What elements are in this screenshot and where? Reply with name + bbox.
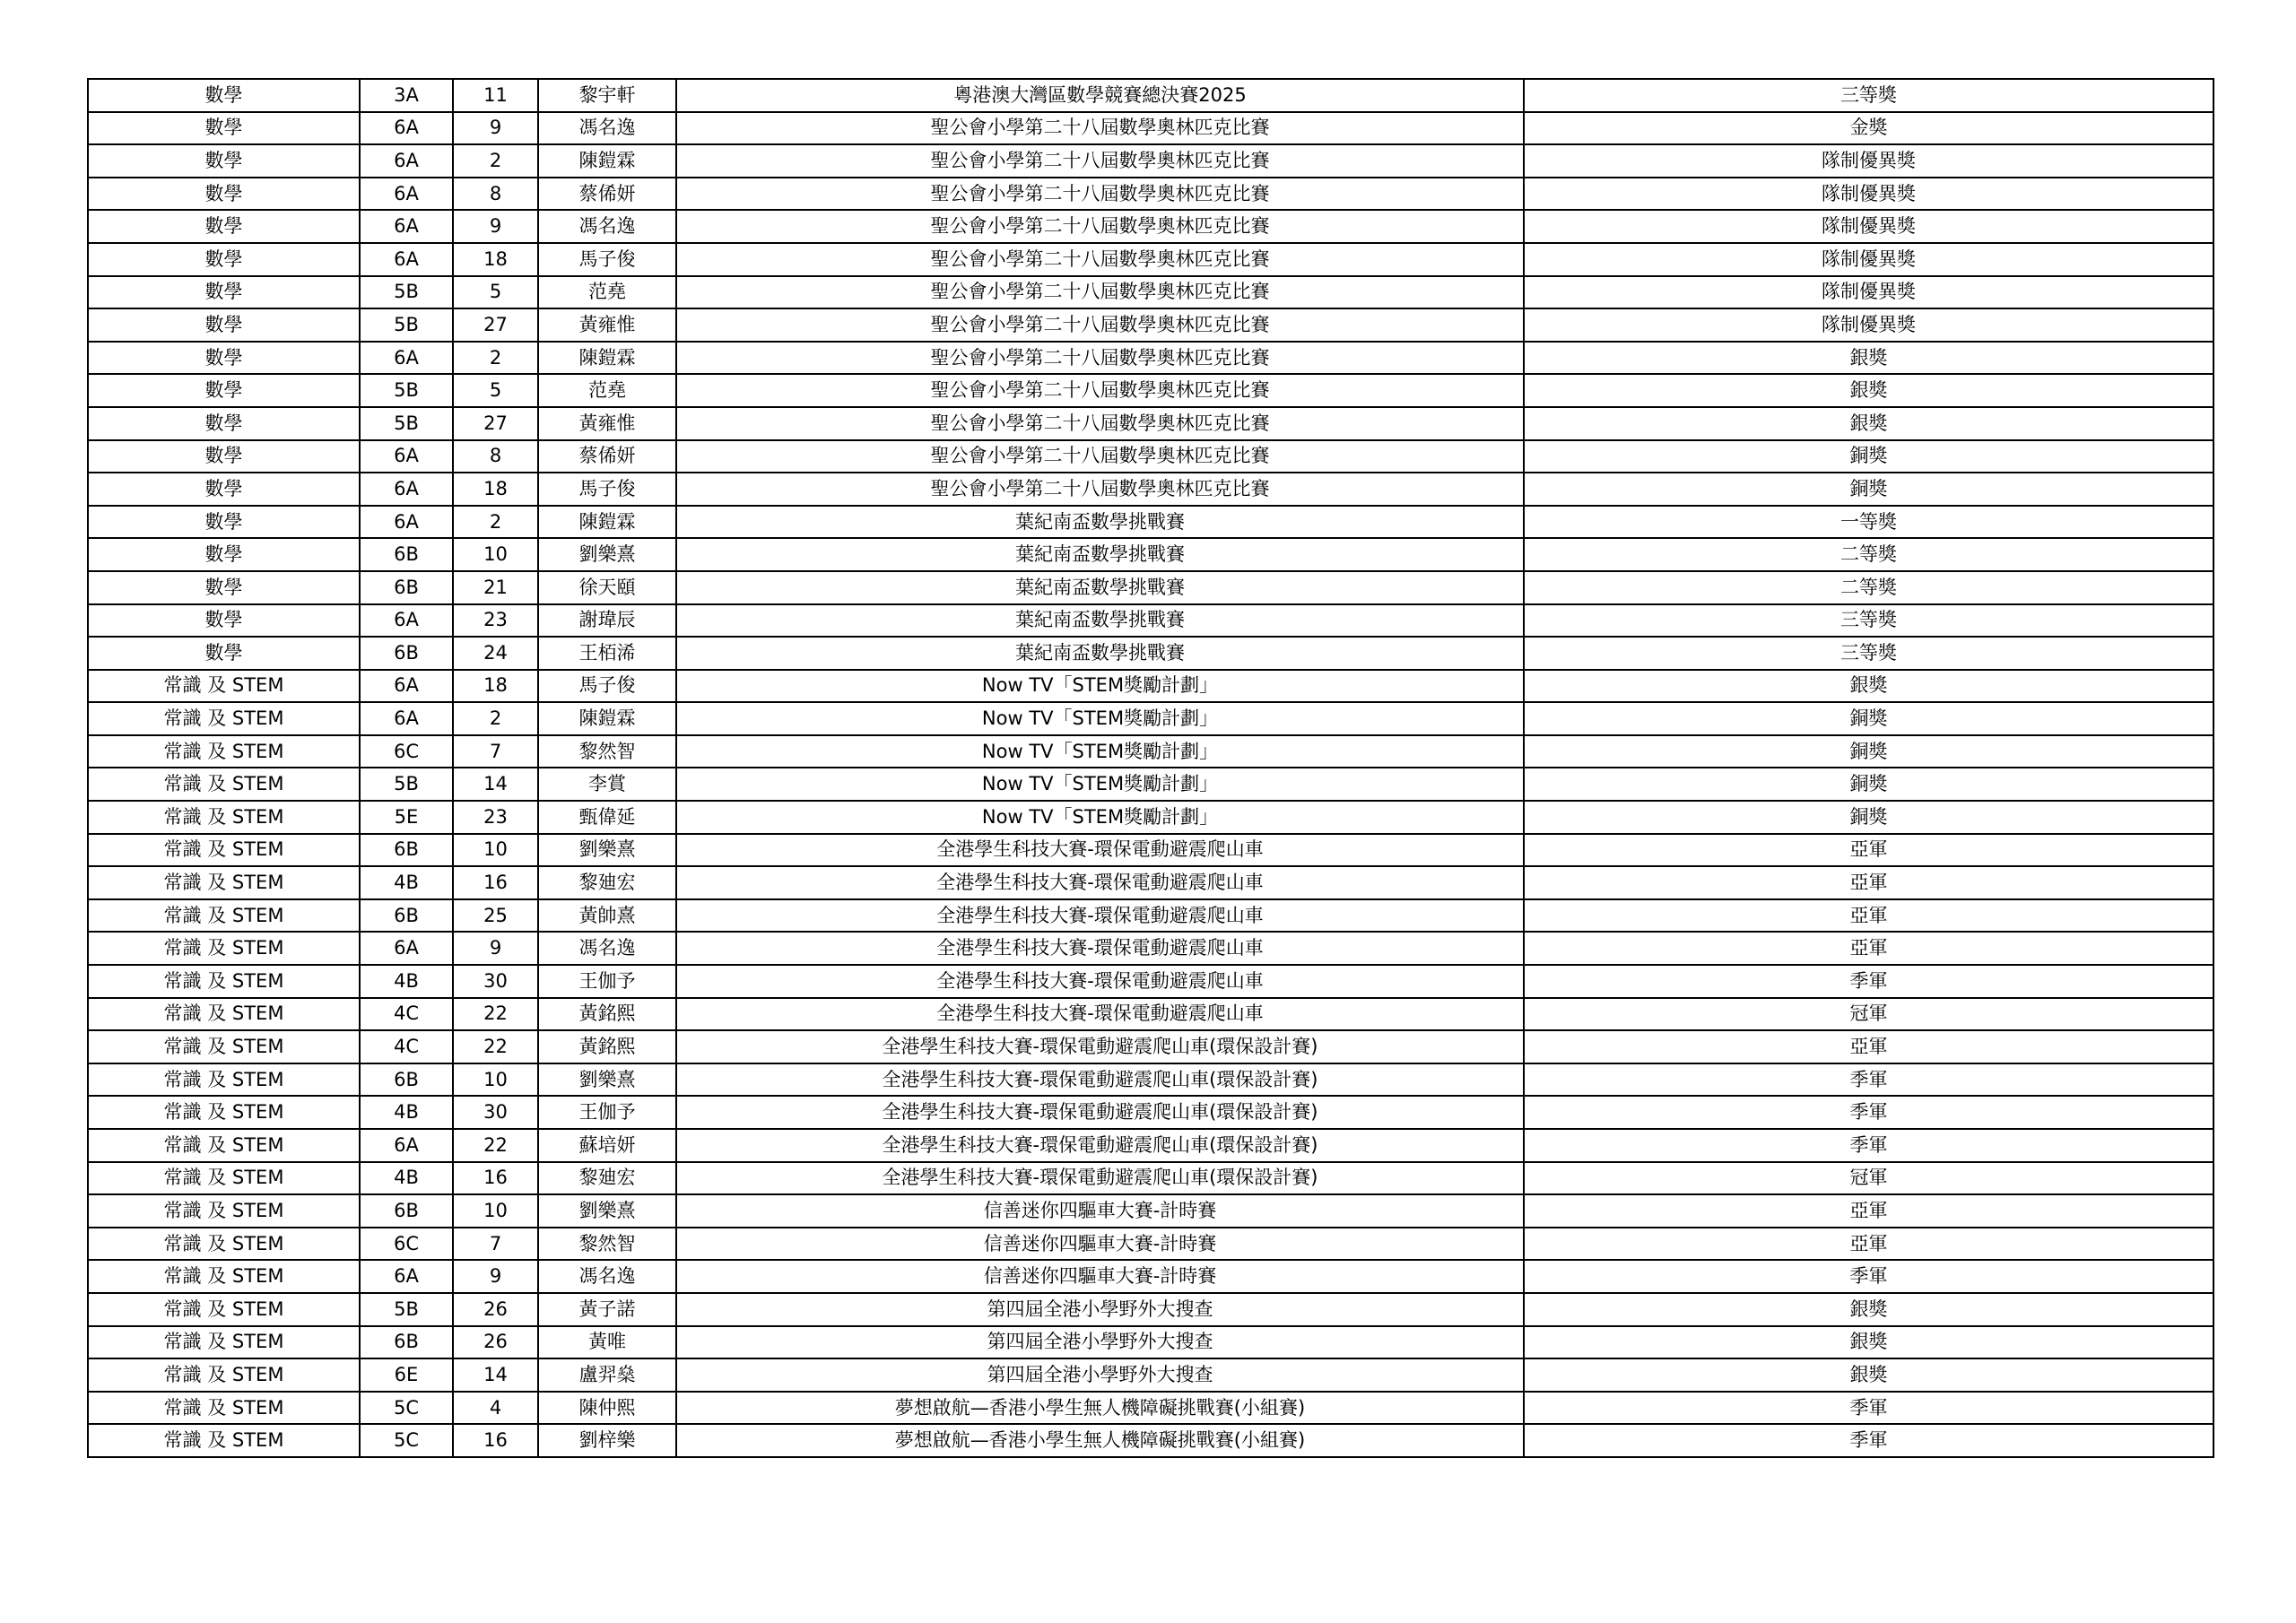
student-name-cell: 馮名逸 xyxy=(538,1260,676,1293)
table-row xyxy=(88,834,2213,867)
award-cell: 亞軍 xyxy=(1524,899,2213,933)
subject-cell: 常識 及 STEM xyxy=(88,702,360,735)
class-number-cell: 7 xyxy=(453,1228,538,1261)
award-cell: 銅獎 xyxy=(1524,768,2213,801)
subject-cell: 常識 及 STEM xyxy=(88,1228,360,1261)
subject-cell: 常識 及 STEM xyxy=(88,1392,360,1425)
table-row xyxy=(88,1129,2213,1162)
subject-cell: 常識 及 STEM xyxy=(88,1293,360,1326)
award-cell: 三等獎 xyxy=(1524,604,2213,638)
award-cell: 季軍 xyxy=(1524,965,2213,998)
class-cell: 6E xyxy=(360,1358,453,1392)
award-cell: 銅獎 xyxy=(1524,735,2213,768)
class-number-cell: 30 xyxy=(453,965,538,998)
class-number-cell: 10 xyxy=(453,1194,538,1228)
class-cell: 6C xyxy=(360,735,453,768)
class-number-cell: 8 xyxy=(453,178,538,211)
student-name-cell: 徐天頤 xyxy=(538,571,676,604)
class-cell: 6A xyxy=(360,1260,453,1293)
competition-cell: Now TV「STEM獎勵計劃」 xyxy=(676,735,1524,768)
class-number-cell: 22 xyxy=(453,1030,538,1063)
table-row xyxy=(88,1260,2213,1293)
subject-cell: 數學 xyxy=(88,210,360,243)
table-row xyxy=(88,538,2213,571)
competition-cell: 夢想啟航—香港小學生無人機障礙挑戰賽(小組賽) xyxy=(676,1392,1524,1425)
competition-cell: 信善迷你四驅車大賽-計時賽 xyxy=(676,1260,1524,1293)
award-cell: 三等獎 xyxy=(1524,79,2213,112)
student-name-cell: 范堯 xyxy=(538,276,676,309)
award-cell: 隊制優異獎 xyxy=(1524,144,2213,178)
award-cell: 銅獎 xyxy=(1524,440,2213,473)
subject-cell: 常識 及 STEM xyxy=(88,801,360,834)
table-row xyxy=(88,1063,2213,1097)
competition-cell: 信善迷你四驅車大賽-計時賽 xyxy=(676,1194,1524,1228)
table-row xyxy=(88,342,2213,375)
class-cell: 4C xyxy=(360,1030,453,1063)
table-row xyxy=(88,112,2213,145)
class-number-cell: 9 xyxy=(453,1260,538,1293)
class-number-cell: 14 xyxy=(453,768,538,801)
table-row xyxy=(88,1392,2213,1425)
subject-cell: 常識 及 STEM xyxy=(88,1194,360,1228)
table-row xyxy=(88,79,2213,112)
class-number-cell: 16 xyxy=(453,866,538,899)
table-row xyxy=(88,473,2213,506)
award-cell: 季軍 xyxy=(1524,1096,2213,1129)
table-row xyxy=(88,1194,2213,1228)
competition-cell: 聖公會小學第二十八屆數學奧林匹克比賽 xyxy=(676,144,1524,178)
competition-cell: 全港學生科技大賽-環保電動避震爬山車(環保設計賽) xyxy=(676,1063,1524,1097)
table-row xyxy=(88,571,2213,604)
competition-cell: 聖公會小學第二十八屆數學奧林匹克比賽 xyxy=(676,440,1524,473)
class-cell: 6B xyxy=(360,1063,453,1097)
class-cell: 6B xyxy=(360,637,453,670)
class-cell: 6A xyxy=(360,932,453,965)
subject-cell: 常識 及 STEM xyxy=(88,1129,360,1162)
subject-cell: 數學 xyxy=(88,407,360,440)
table-row xyxy=(88,670,2213,703)
class-cell: 5B xyxy=(360,768,453,801)
student-name-cell: 劉梓樂 xyxy=(538,1424,676,1457)
subject-cell: 常識 及 STEM xyxy=(88,670,360,703)
competition-cell: Now TV「STEM獎勵計劃」 xyxy=(676,768,1524,801)
student-name-cell: 陳鎧霖 xyxy=(538,702,676,735)
student-name-cell: 王伽予 xyxy=(538,1096,676,1129)
competition-cell: 粵港澳大灣區數學競賽總決賽2025 xyxy=(676,79,1524,112)
class-cell: 5B xyxy=(360,1293,453,1326)
student-name-cell: 黃銘熙 xyxy=(538,1030,676,1063)
table-row xyxy=(88,374,2213,407)
subject-cell: 數學 xyxy=(88,473,360,506)
subject-cell: 數學 xyxy=(88,276,360,309)
class-number-cell: 9 xyxy=(453,210,538,243)
award-cell: 季軍 xyxy=(1524,1424,2213,1457)
subject-cell: 常識 及 STEM xyxy=(88,1030,360,1063)
competition-cell: 聖公會小學第二十八屆數學奧林匹克比賽 xyxy=(676,308,1524,342)
class-number-cell: 26 xyxy=(453,1326,538,1359)
competition-cell: Now TV「STEM獎勵計劃」 xyxy=(676,801,1524,834)
table-row xyxy=(88,801,2213,834)
class-cell: 6A xyxy=(360,440,453,473)
class-number-cell: 8 xyxy=(453,440,538,473)
award-cell: 銀獎 xyxy=(1524,1293,2213,1326)
competition-cell: 全港學生科技大賽-環保電動避震爬山車 xyxy=(676,932,1524,965)
subject-cell: 常識 及 STEM xyxy=(88,965,360,998)
class-cell: 6A xyxy=(360,670,453,703)
student-name-cell: 李賞 xyxy=(538,768,676,801)
class-cell: 5B xyxy=(360,276,453,309)
student-name-cell: 陳仲熙 xyxy=(538,1392,676,1425)
subject-cell: 數學 xyxy=(88,506,360,539)
competition-cell: 全港學生科技大賽-環保電動避震爬山車(環保設計賽) xyxy=(676,1096,1524,1129)
subject-cell: 常識 及 STEM xyxy=(88,1260,360,1293)
class-cell: 3A xyxy=(360,79,453,112)
class-number-cell: 27 xyxy=(453,407,538,440)
award-cell: 一等獎 xyxy=(1524,506,2213,539)
student-name-cell: 黃雍惟 xyxy=(538,407,676,440)
award-cell: 季軍 xyxy=(1524,1063,2213,1097)
award-cell: 銀獎 xyxy=(1524,407,2213,440)
class-cell: 6B xyxy=(360,538,453,571)
table-row xyxy=(88,276,2213,309)
table-row xyxy=(88,1358,2213,1392)
student-name-cell: 馮名逸 xyxy=(538,112,676,145)
competition-cell: 聖公會小學第二十八屆數學奧林匹克比賽 xyxy=(676,473,1524,506)
subject-cell: 常識 及 STEM xyxy=(88,1326,360,1359)
class-number-cell: 23 xyxy=(453,801,538,834)
class-cell: 6A xyxy=(360,243,453,276)
competition-cell: 聖公會小學第二十八屆數學奧林匹克比賽 xyxy=(676,407,1524,440)
table-row xyxy=(88,1030,2213,1063)
table-row xyxy=(88,735,2213,768)
class-cell: 6B xyxy=(360,834,453,867)
table-row xyxy=(88,1326,2213,1359)
competition-cell: 全港學生科技大賽-環保電動避震爬山車 xyxy=(676,965,1524,998)
class-number-cell: 10 xyxy=(453,834,538,867)
competition-cell: 第四屆全港小學野外大搜查 xyxy=(676,1326,1524,1359)
table-row xyxy=(88,1293,2213,1326)
class-number-cell: 18 xyxy=(453,473,538,506)
class-number-cell: 5 xyxy=(453,276,538,309)
student-name-cell: 謝瑋辰 xyxy=(538,604,676,638)
award-cell: 亞軍 xyxy=(1524,1228,2213,1261)
table-row xyxy=(88,1162,2213,1195)
student-name-cell: 陳鎧霖 xyxy=(538,506,676,539)
table-row xyxy=(88,998,2213,1031)
table-row xyxy=(88,1096,2213,1129)
table-row xyxy=(88,932,2213,965)
subject-cell: 數學 xyxy=(88,308,360,342)
class-cell: 5E xyxy=(360,801,453,834)
award-cell: 隊制優異獎 xyxy=(1524,243,2213,276)
student-name-cell: 黎然智 xyxy=(538,1228,676,1261)
table-row xyxy=(88,604,2213,638)
class-cell: 4B xyxy=(360,1096,453,1129)
subject-cell: 常識 及 STEM xyxy=(88,735,360,768)
student-name-cell: 劉樂熹 xyxy=(538,538,676,571)
competition-cell: 全港學生科技大賽-環保電動避震爬山車 xyxy=(676,998,1524,1031)
table-row xyxy=(88,866,2213,899)
award-cell: 銀獎 xyxy=(1524,1358,2213,1392)
class-cell: 6A xyxy=(360,1129,453,1162)
table-row xyxy=(88,702,2213,735)
student-name-cell: 蔡俙妍 xyxy=(538,440,676,473)
student-name-cell: 黃唯 xyxy=(538,1326,676,1359)
class-number-cell: 25 xyxy=(453,899,538,933)
class-number-cell: 2 xyxy=(453,144,538,178)
class-cell: 6A xyxy=(360,702,453,735)
class-number-cell: 2 xyxy=(453,506,538,539)
award-cell: 銀獎 xyxy=(1524,670,2213,703)
subject-cell: 數學 xyxy=(88,637,360,670)
competition-cell: 聖公會小學第二十八屆數學奧林匹克比賽 xyxy=(676,243,1524,276)
subject-cell: 數學 xyxy=(88,440,360,473)
competition-cell: Now TV「STEM獎勵計劃」 xyxy=(676,702,1524,735)
class-number-cell: 18 xyxy=(453,243,538,276)
class-number-cell: 22 xyxy=(453,998,538,1031)
table-row xyxy=(88,1228,2213,1261)
subject-cell: 常識 及 STEM xyxy=(88,834,360,867)
class-number-cell: 2 xyxy=(453,702,538,735)
competition-cell: 葉紀南盃數學挑戰賽 xyxy=(676,538,1524,571)
class-cell: 5B xyxy=(360,374,453,407)
student-name-cell: 黃雍惟 xyxy=(538,308,676,342)
class-cell: 4B xyxy=(360,866,453,899)
student-name-cell: 劉樂熹 xyxy=(538,834,676,867)
class-number-cell: 9 xyxy=(453,932,538,965)
class-number-cell: 10 xyxy=(453,538,538,571)
subject-cell: 常識 及 STEM xyxy=(88,899,360,933)
student-name-cell: 陳鎧霖 xyxy=(538,342,676,375)
award-cell: 金獎 xyxy=(1524,112,2213,145)
class-cell: 6A xyxy=(360,112,453,145)
class-number-cell: 4 xyxy=(453,1392,538,1425)
award-cell: 銅獎 xyxy=(1524,473,2213,506)
award-cell: 亞軍 xyxy=(1524,932,2213,965)
award-cell: 亞軍 xyxy=(1524,834,2213,867)
subject-cell: 數學 xyxy=(88,342,360,375)
competition-cell: 信善迷你四驅車大賽-計時賽 xyxy=(676,1228,1524,1261)
competition-cell: 全港學生科技大賽-環保電動避震爬山車 xyxy=(676,834,1524,867)
student-name-cell: 黎然智 xyxy=(538,735,676,768)
competition-cell: 葉紀南盃數學挑戰賽 xyxy=(676,604,1524,638)
table-row xyxy=(88,243,2213,276)
class-cell: 5C xyxy=(360,1392,453,1425)
student-name-cell: 馮名逸 xyxy=(538,932,676,965)
student-name-cell: 馬子俊 xyxy=(538,670,676,703)
competition-cell: 全港學生科技大賽-環保電動避震爬山車(環保設計賽) xyxy=(676,1162,1524,1195)
class-number-cell: 22 xyxy=(453,1129,538,1162)
class-cell: 6A xyxy=(360,473,453,506)
class-number-cell: 14 xyxy=(453,1358,538,1392)
subject-cell: 數學 xyxy=(88,112,360,145)
class-number-cell: 9 xyxy=(453,112,538,145)
student-name-cell: 范堯 xyxy=(538,374,676,407)
table-row xyxy=(88,899,2213,933)
table-row xyxy=(88,768,2213,801)
subject-cell: 數學 xyxy=(88,178,360,211)
competition-cell: 第四屆全港小學野外大搜查 xyxy=(676,1293,1524,1326)
award-cell: 隊制優異獎 xyxy=(1524,210,2213,243)
table-row xyxy=(88,965,2213,998)
award-cell: 銀獎 xyxy=(1524,342,2213,375)
subject-cell: 數學 xyxy=(88,604,360,638)
subject-cell: 常識 及 STEM xyxy=(88,1063,360,1097)
class-cell: 6A xyxy=(360,178,453,211)
award-cell: 亞軍 xyxy=(1524,1030,2213,1063)
awards-table xyxy=(87,78,2214,1458)
award-cell: 銀獎 xyxy=(1524,1326,2213,1359)
student-name-cell: 蘇培妍 xyxy=(538,1129,676,1162)
class-cell: 5B xyxy=(360,407,453,440)
subject-cell: 數學 xyxy=(88,144,360,178)
table-row xyxy=(88,506,2213,539)
student-name-cell: 劉樂熹 xyxy=(538,1063,676,1097)
class-cell: 6C xyxy=(360,1228,453,1261)
table-row xyxy=(88,1424,2213,1457)
competition-cell: 全港學生科技大賽-環保電動避震爬山車(環保設計賽) xyxy=(676,1030,1524,1063)
subject-cell: 數學 xyxy=(88,571,360,604)
student-name-cell: 黎廸宏 xyxy=(538,1162,676,1195)
class-cell: 6A xyxy=(360,506,453,539)
subject-cell: 數學 xyxy=(88,374,360,407)
competition-cell: 全港學生科技大賽-環保電動避震爬山車(環保設計賽) xyxy=(676,1129,1524,1162)
student-name-cell: 王伽予 xyxy=(538,965,676,998)
award-cell: 季軍 xyxy=(1524,1392,2213,1425)
student-name-cell: 馬子俊 xyxy=(538,473,676,506)
class-number-cell: 26 xyxy=(453,1293,538,1326)
class-number-cell: 5 xyxy=(453,374,538,407)
student-name-cell: 蔡俙妍 xyxy=(538,178,676,211)
competition-cell: 全港學生科技大賽-環保電動避震爬山車 xyxy=(676,899,1524,933)
award-cell: 隊制優異獎 xyxy=(1524,178,2213,211)
subject-cell: 數學 xyxy=(88,538,360,571)
competition-cell: 聖公會小學第二十八屆數學奧林匹克比賽 xyxy=(676,374,1524,407)
competition-cell: 聖公會小學第二十八屆數學奧林匹克比賽 xyxy=(676,178,1524,211)
competition-cell: 葉紀南盃數學挑戰賽 xyxy=(676,637,1524,670)
table-row xyxy=(88,407,2213,440)
student-name-cell: 黎宇軒 xyxy=(538,79,676,112)
class-cell: 6A xyxy=(360,210,453,243)
table-row xyxy=(88,210,2213,243)
subject-cell: 常識 及 STEM xyxy=(88,768,360,801)
student-name-cell: 黎廸宏 xyxy=(538,866,676,899)
class-number-cell: 2 xyxy=(453,342,538,375)
class-cell: 5B xyxy=(360,308,453,342)
subject-cell: 常識 及 STEM xyxy=(88,1096,360,1129)
subject-cell: 常識 及 STEM xyxy=(88,866,360,899)
competition-cell: 葉紀南盃數學挑戰賽 xyxy=(676,506,1524,539)
award-cell: 銅獎 xyxy=(1524,702,2213,735)
class-cell: 6A xyxy=(360,342,453,375)
student-name-cell: 馬子俊 xyxy=(538,243,676,276)
class-number-cell: 18 xyxy=(453,670,538,703)
class-cell: 6A xyxy=(360,604,453,638)
class-number-cell: 23 xyxy=(453,604,538,638)
award-cell: 冠軍 xyxy=(1524,998,2213,1031)
class-number-cell: 24 xyxy=(453,637,538,670)
competition-cell: 聖公會小學第二十八屆數學奧林匹克比賽 xyxy=(676,112,1524,145)
award-cell: 隊制優異獎 xyxy=(1524,276,2213,309)
class-cell: 6B xyxy=(360,899,453,933)
class-cell: 4B xyxy=(360,965,453,998)
competition-cell: 聖公會小學第二十八屆數學奧林匹克比賽 xyxy=(676,276,1524,309)
award-cell: 銀獎 xyxy=(1524,374,2213,407)
class-number-cell: 16 xyxy=(453,1424,538,1457)
table-row xyxy=(88,178,2213,211)
competition-cell: Now TV「STEM獎勵計劃」 xyxy=(676,670,1524,703)
student-name-cell: 馮名逸 xyxy=(538,210,676,243)
subject-cell: 常識 及 STEM xyxy=(88,932,360,965)
subject-cell: 數學 xyxy=(88,79,360,112)
award-cell: 二等獎 xyxy=(1524,571,2213,604)
award-cell: 銅獎 xyxy=(1524,801,2213,834)
competition-cell: 夢想啟航—香港小學生無人機障礙挑戰賽(小組賽) xyxy=(676,1424,1524,1457)
student-name-cell: 陳鎧霖 xyxy=(538,144,676,178)
award-cell: 冠軍 xyxy=(1524,1162,2213,1195)
class-number-cell: 30 xyxy=(453,1096,538,1129)
class-number-cell: 11 xyxy=(453,79,538,112)
student-name-cell: 劉樂熹 xyxy=(538,1194,676,1228)
class-number-cell: 10 xyxy=(453,1063,538,1097)
competition-cell: 聖公會小學第二十八屆數學奧林匹克比賽 xyxy=(676,210,1524,243)
class-number-cell: 27 xyxy=(453,308,538,342)
class-cell: 5C xyxy=(360,1424,453,1457)
student-name-cell: 王栢浠 xyxy=(538,637,676,670)
subject-cell: 常識 及 STEM xyxy=(88,1358,360,1392)
award-cell: 亞軍 xyxy=(1524,866,2213,899)
competition-cell: 葉紀南盃數學挑戰賽 xyxy=(676,571,1524,604)
competition-cell: 第四屆全港小學野外大搜查 xyxy=(676,1358,1524,1392)
table-row xyxy=(88,308,2213,342)
class-number-cell: 16 xyxy=(453,1162,538,1195)
student-name-cell: 黃子諾 xyxy=(538,1293,676,1326)
student-name-cell: 黃銘熙 xyxy=(538,998,676,1031)
class-cell: 6B xyxy=(360,571,453,604)
table-row xyxy=(88,440,2213,473)
class-cell: 6A xyxy=(360,144,453,178)
awards-table-body xyxy=(88,79,2213,1457)
award-cell: 季軍 xyxy=(1524,1260,2213,1293)
award-cell: 二等獎 xyxy=(1524,538,2213,571)
class-cell: 6B xyxy=(360,1194,453,1228)
class-number-cell: 21 xyxy=(453,571,538,604)
subject-cell: 常識 及 STEM xyxy=(88,998,360,1031)
award-cell: 亞軍 xyxy=(1524,1194,2213,1228)
subject-cell: 數學 xyxy=(88,243,360,276)
award-cell: 三等獎 xyxy=(1524,637,2213,670)
subject-cell: 常識 及 STEM xyxy=(88,1424,360,1457)
class-number-cell: 7 xyxy=(453,735,538,768)
class-cell: 4C xyxy=(360,998,453,1031)
competition-cell: 聖公會小學第二十八屆數學奧林匹克比賽 xyxy=(676,342,1524,375)
award-cell: 季軍 xyxy=(1524,1129,2213,1162)
student-name-cell: 甄偉延 xyxy=(538,801,676,834)
student-name-cell: 盧羿燊 xyxy=(538,1358,676,1392)
competition-cell: 全港學生科技大賽-環保電動避震爬山車 xyxy=(676,866,1524,899)
class-cell: 6B xyxy=(360,1326,453,1359)
award-cell: 隊制優異獎 xyxy=(1524,308,2213,342)
subject-cell: 常識 及 STEM xyxy=(88,1162,360,1195)
student-name-cell: 黃帥熹 xyxy=(538,899,676,933)
class-cell: 4B xyxy=(360,1162,453,1195)
table-row xyxy=(88,637,2213,670)
table-row xyxy=(88,144,2213,178)
